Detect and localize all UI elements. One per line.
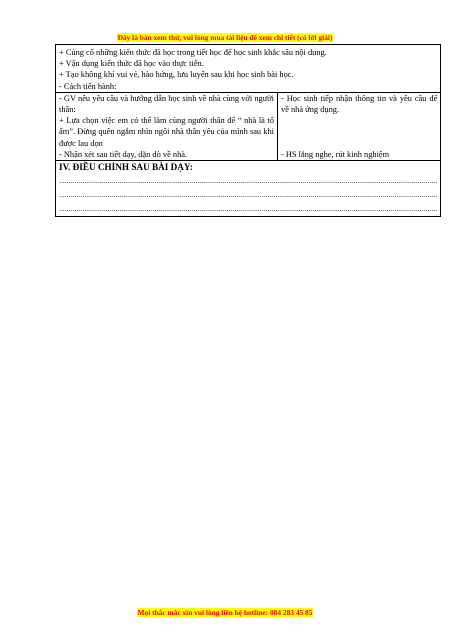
teacher-instruction: - GV nêu yêu cầu và hướng dẫn học sinh về nhà cùng với người thân:: [59, 93, 274, 115]
dotted-line: ..................................................................................................................................................................................................: [59, 204, 438, 213]
teacher-task: + Lựa chọn việc em có thể làm cùng người thân để “ nhà là tổ ấm”. Đừng quên ngắm nhìn ngôi nhà thân yêu của mình sau khi được lau dọn: [59, 116, 274, 148]
dotted-line: ..................................................................................................................................................................................................: [59, 176, 438, 185]
student-response: - Học sinh tiếp nhận thông tin và yêu cầu để về nhà ứng dụng.: [281, 93, 438, 115]
activity-row: [56, 92, 441, 161]
preview-notice-text: Đây là bản xem thử, vui lòng mua tài liệu để xem chi tiết (có lời giải): [117, 33, 333, 42]
adjustment-row: [56, 161, 441, 216]
objective-line: + Tạo không khí vui vẻ, hào hứng, lưu luyến sau khi học sinh bài học.: [59, 70, 294, 80]
teacher-closing: - Nhận xét sau tiết dạy, dặn dò về nhà.: [59, 149, 188, 159]
student-closing: - HS lắng nghe, rút kinh nghiệm: [281, 150, 390, 160]
dotted-line: ..................................................................................................................................................................................................: [59, 190, 438, 199]
adjustment-title: IV. ĐIỀU CHỈNH SAU BÀI DẠY:: [59, 162, 193, 173]
hotline-text: Mọi thắc mắc xin vui lòng liên hệ hotline: 084 283 45 85: [137, 608, 313, 617]
objective-line: + Củng cố những kiến thức đã học trong tiết học để học sinh khắc sâu nội dung.: [59, 48, 327, 57]
procedure-heading: - Cách tiến hành:: [59, 81, 117, 91]
objective-line: + Vận dụng kiến thức đã học vào thực tiễn.: [59, 59, 204, 69]
preview-notice-banner: [0, 27, 450, 45]
objectives-row: [56, 45, 441, 93]
hotline-banner: [0, 602, 450, 620]
lesson-plan-table: [55, 44, 441, 217]
adjustment-cell: [56, 161, 441, 216]
student-activity-cell: [278, 92, 441, 161]
objectives-cell: [56, 45, 441, 93]
teacher-activity-cell: [56, 92, 278, 161]
spacer: [281, 115, 437, 149]
